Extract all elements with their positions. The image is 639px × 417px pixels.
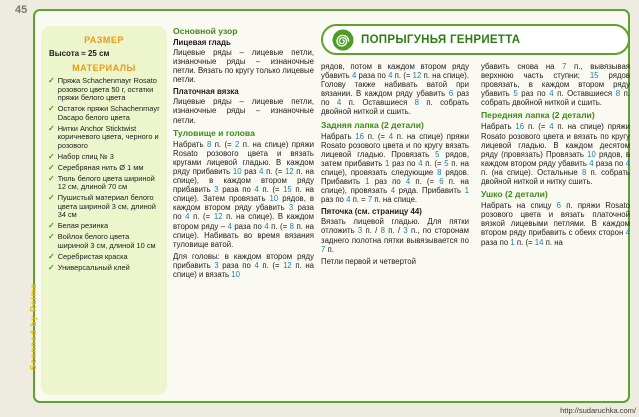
snail-icon — [332, 29, 354, 51]
paragraph: Петли первой и четвертой — [321, 256, 416, 266]
material-text: Серебряная нить Ø 1 мм — [57, 162, 144, 172]
list-item — [48, 153, 160, 162]
material-text: Нитки Anchor Sticktwist коричневого цвета, черного и розового — [57, 123, 159, 150]
list-item — [48, 264, 160, 273]
text-column-1 — [173, 23, 314, 282]
section-heading-main-pattern: Основной узор — [173, 26, 238, 36]
material-text: Универсальный клей — [57, 262, 130, 272]
paragraph: Лицевые ряды – лицевые петли, изнаночные ряды – изнаночные петли. — [173, 97, 314, 125]
check-icon: ✓ — [48, 251, 55, 261]
material-text: Пряжа Schachenmayr Rosato розового цвета 50 г, остатки пряжи белого цвета — [57, 76, 157, 102]
subheading-stockinette: Лицевая гладь — [173, 38, 231, 47]
text-column-2 — [321, 62, 469, 269]
pattern-title: ПОПРЫГУНЬЯ ГЕНРИЕТТА — [361, 33, 521, 46]
section-heading-front-leg: Передняя лапка (2 детали) — [481, 110, 595, 121]
material-text: Остаток пряжи Schachenmayr Dacapo белого цвета — [57, 104, 160, 122]
check-icon: ✓ — [48, 104, 55, 113]
material-text: Белая резинка — [57, 221, 109, 230]
list-item — [48, 253, 160, 262]
paragraph: рядов, потом в каждом втором ряду убавить 4 раза по 4 п. (= 12 п. на спице). Голову также набивать ватой при вязании. В каждом ряду убавить 6 раз по 4 п. Оставшиеся 8 п. собрать двойной ниткой и сшить. — [321, 62, 469, 117]
check-icon: ✓ — [48, 76, 55, 85]
size-value: Высота ≈ 25 см — [49, 49, 110, 58]
check-icon: ✓ — [48, 232, 55, 241]
check-icon: ✓ — [48, 262, 55, 272]
paragraph: Набрать 16 п. (= 4 п. на спице) пряжи Rosato розового цвета и по кругу вязать лицевой гладью. Провязать 5 рядов, затем прибавить 1 раз по 4 п. (= 5 п. на спице), провязать следующие 8 рядов. Прибавить 1 раз по 4 п. (= 6 п. на спице), провязать 4 ряда. Прибавить 1 раз по 4 п. = 7 п. на спице. — [321, 131, 470, 205]
material-text: Набор спиц № 3 — [57, 151, 114, 161]
text-column-3 — [481, 62, 630, 250]
paragraph: Набрать 8 п. (= 2 п. на спице) пряжи Rosato розового цвета и вязать кругами лицевой гладью. В каждом ряду прибавить 10 раз 4 п. (= 12 п. на спице), в каждом втором ряду прибавить 3 раза по 4 п. (= 15 п. на спице). Затем провязать 10 рядов, в каждом втором ряду убавить 3 раза по 4 п. (= 12 п. на спице). В каждом втором ряду – 4 раза по 4 п. (= 8 п. на спице). Набивать во время вязания туловище ватой. — [173, 139, 315, 249]
material-text: Войлок белого цвета шириной 3 см, длиной 10 см — [57, 232, 156, 250]
list-item — [48, 222, 160, 231]
materials-sidebar — [41, 26, 167, 395]
page-number: 45 — [15, 4, 28, 16]
list-item — [48, 175, 160, 192]
materials-heading: МАТЕРИАЛЫ — [72, 63, 136, 73]
list-item — [48, 233, 160, 250]
paragraph: Для головы: в каждом втором ряду прибавить 3 раза по 4 п. (= 12 п. на спице) и вязать 10 — [173, 251, 314, 279]
section-heading-back-leg: Задняя лапка (2 детали) — [321, 119, 424, 130]
section-heading-ear: Ушко (2 детали) — [481, 189, 548, 200]
subheading-garter: Платочная вязка — [173, 87, 239, 97]
scan-credit: Scanned by Reima — [29, 282, 38, 370]
section-heading-body-head: Туловище и голова — [173, 127, 255, 138]
paragraph: Вязать лицевой гладью. Для пятки отложить 3 п. / 8 п. / 3 п., по сторонам заднего полотна пятки вывязывается по 7 п. — [321, 217, 469, 254]
check-icon: ✓ — [48, 123, 55, 133]
material-text: Серебристая краска — [57, 251, 128, 261]
list-item — [48, 194, 160, 220]
paragraph: Набрать на спицу 6 п. пряжи Rosato розового цвета и вязать платочной вязкой лицевыми петлями. В каждом втором ряду прибавить с обеих сторон 4 раза по 1 п. (= 14 п. на — [481, 201, 630, 247]
list-item — [48, 105, 160, 122]
material-text: Пушистый материал белого цвета шириной 3 см, длиной 34 см — [57, 193, 156, 219]
paragraph: Лицевые ряды – лицевые петли, изнаночные ряды – изнаночные петли. Вязать по кругу только лицевые петли. — [173, 48, 314, 85]
size-heading: РАЗМЕР — [84, 35, 124, 45]
list-item — [48, 77, 160, 103]
material-text: Тюль белого цвета шириной 12 см, длиной 70 см — [57, 173, 155, 191]
subheading-heel: Пяточка (см. страницу 44) — [321, 207, 422, 217]
website-credit: http://sudaruchka.com/ — [560, 406, 636, 415]
list-item — [48, 125, 160, 151]
pattern-title-band — [321, 24, 630, 55]
paragraph: убавить снова на 7 п., вывязывая верхнюю часть ступни; 15 рядов провязать, в каждом втором ряду убавить 5 раз по 4 п. Оставшиеся 8 п. собрать двойной ниткой и сшить. — [481, 62, 631, 108]
check-icon: ✓ — [48, 173, 55, 183]
paragraph: Набрать 16 п. (= 4 п. на спице) пряжи Rosato розового цвета и вязать по кругу лицевой гладью. В каждом десятом ряду (провязать) Провязать 10 рядов, в каждом втором ряду убавить 4 раза по 4 п. (на спице). Остальные 8 п. собрать двойной ниткой и нитку сшить. — [481, 122, 630, 187]
check-icon: ✓ — [48, 193, 55, 202]
list-item — [48, 164, 160, 173]
check-icon: ✓ — [48, 221, 55, 230]
check-icon: ✓ — [48, 162, 55, 172]
materials-list — [48, 77, 160, 272]
check-icon: ✓ — [48, 151, 55, 161]
